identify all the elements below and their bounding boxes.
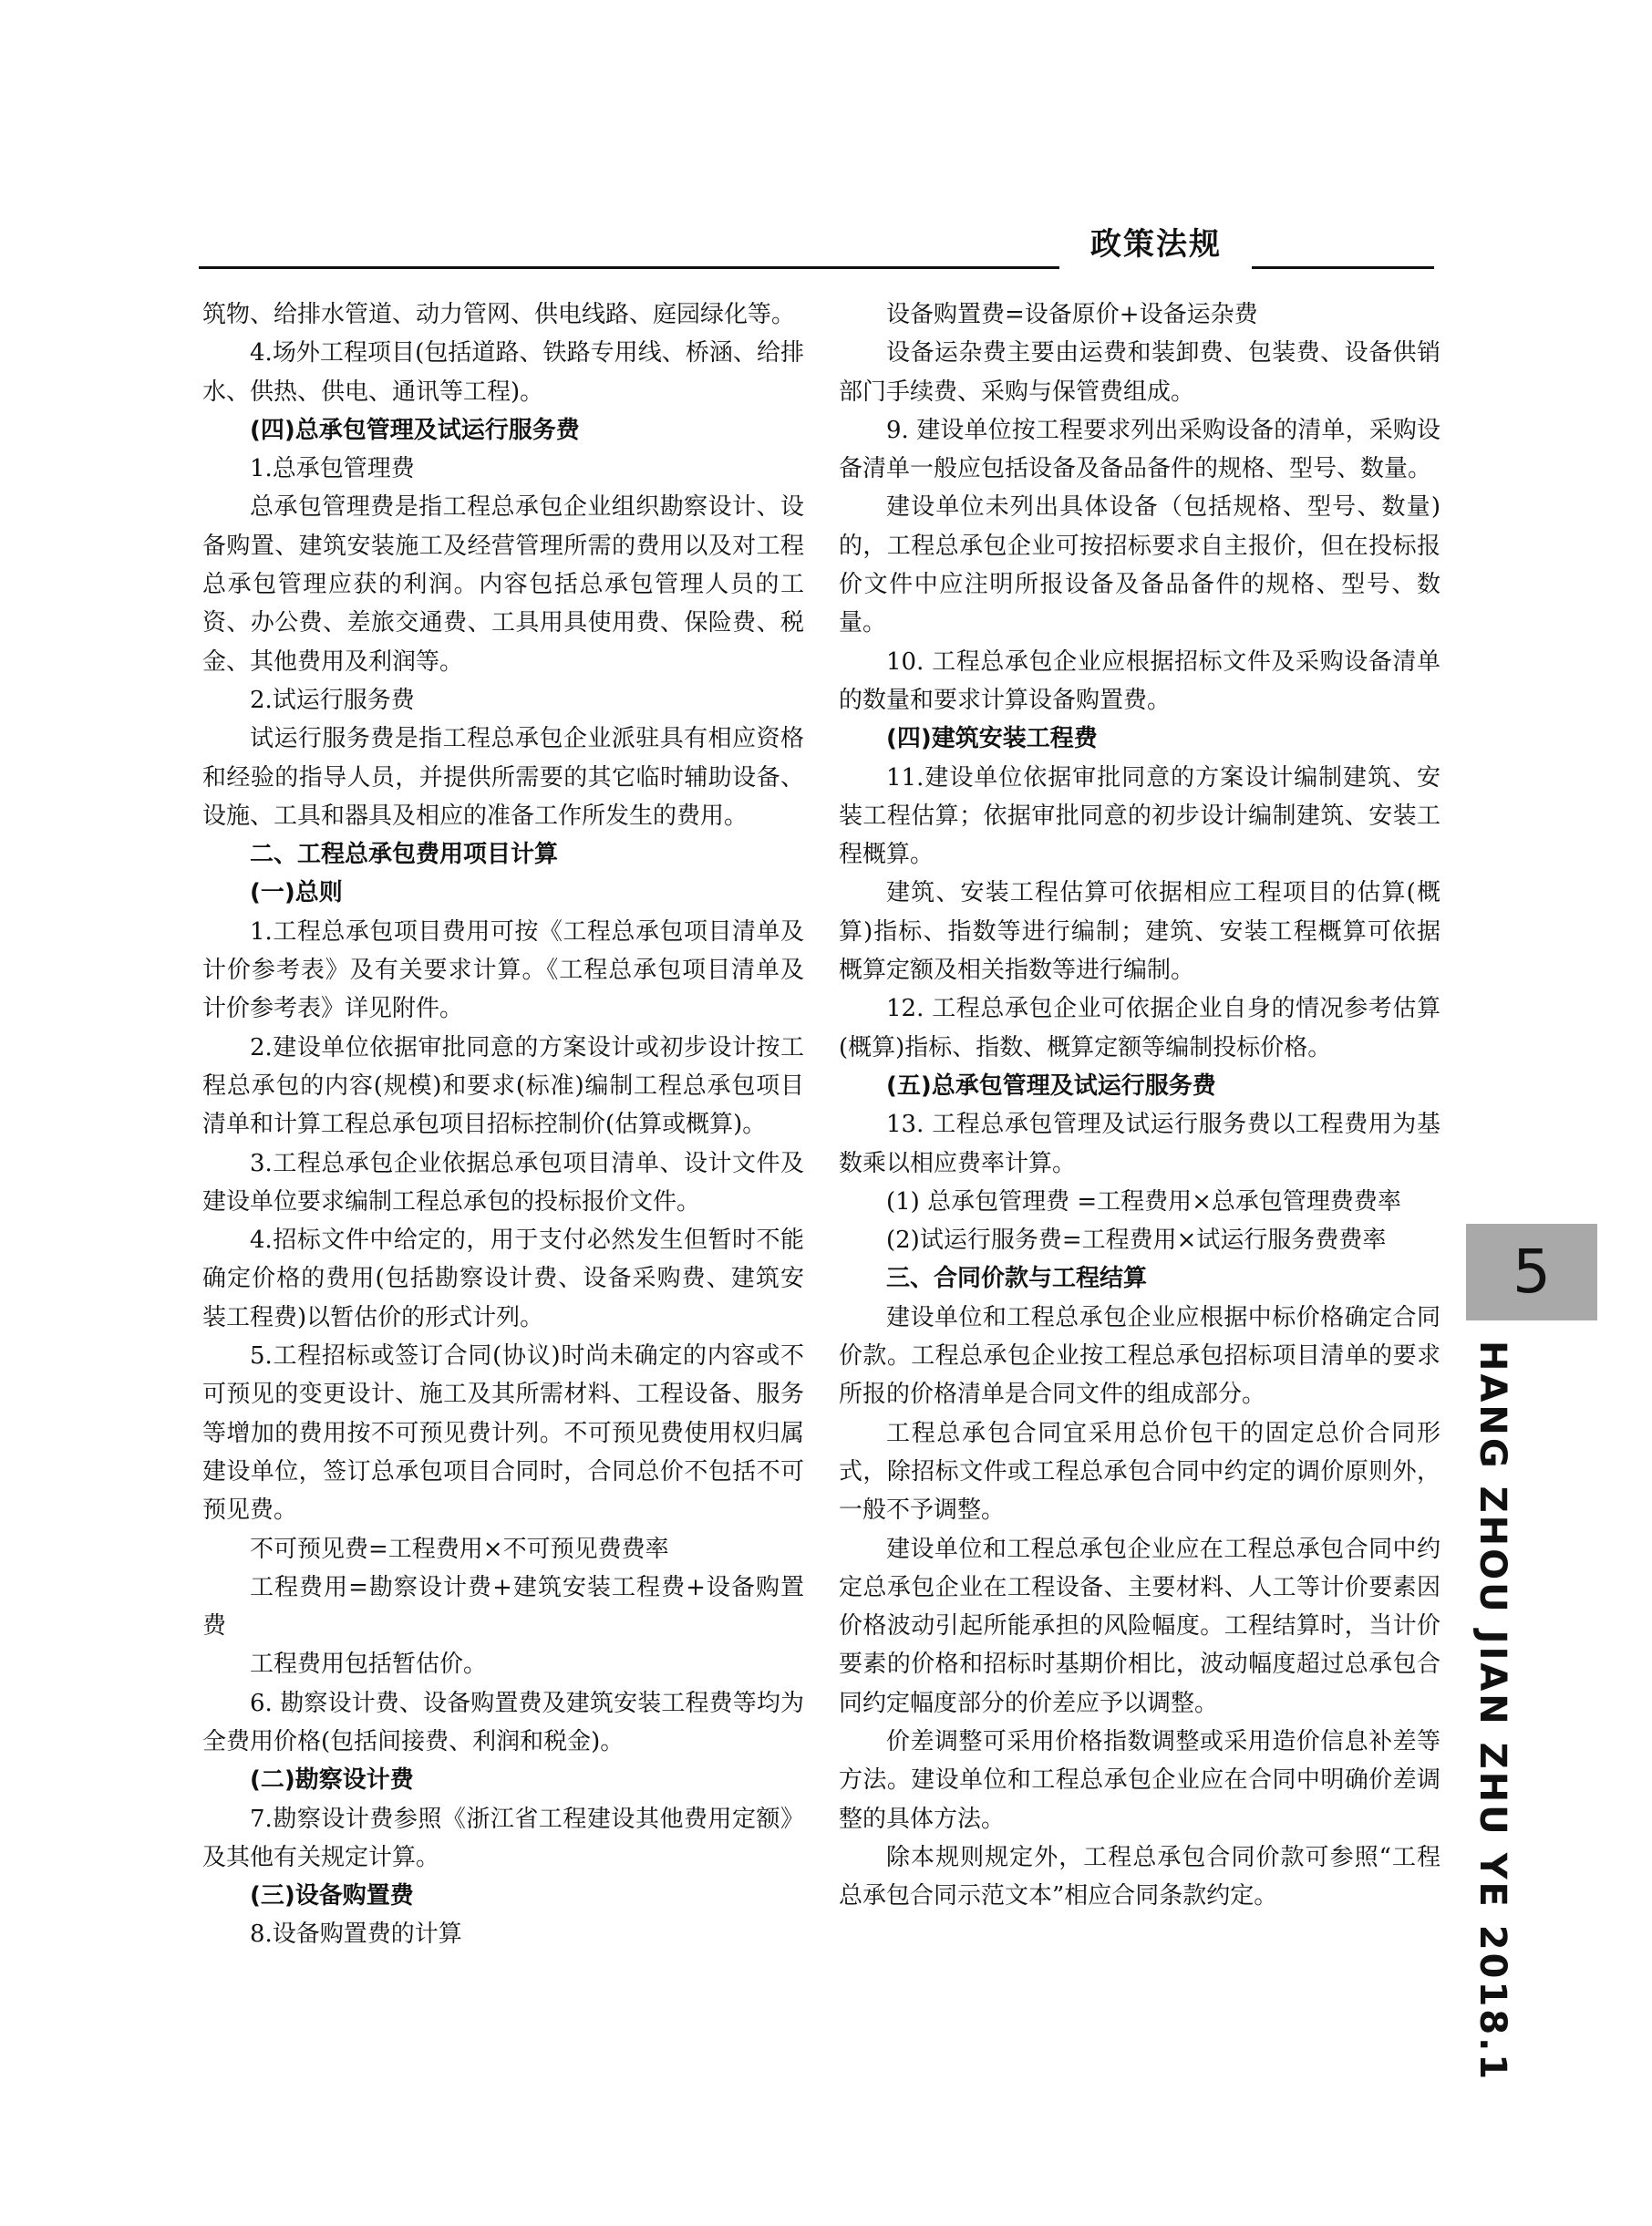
right-column [839,295,1440,1915]
paragraph: 6. 勘察设计费、设备购置费及建筑安装工程费等均为全费用价格(包括间接费、利润和税金)。 [202,1689,804,1755]
paragraph: 1.工程总承包项目费用可按《工程总承包项目清单及计价参考表》及有关要求计算。《工程总承包项目清单及计价参考表》详见附件。 [202,917,804,1023]
paragraph: (1) 总承包管理费 =工程费用×总承包管理费费率 [886,1187,1401,1216]
paragraph: 工程总承包合同宜采用总价包干的固定总价合同形式，除招标文件或工程总承包合同中约定的调价原则外，一般不予调整。 [839,1419,1440,1525]
paragraph: 不可预见费=工程费用×不可预见费费率 [250,1535,669,1563]
paragraph: 建设单位和工程总承包企业应在工程总承包合同中约定总承包企业在工程设备、主要材料、人工等计价要素因价格波动引起所能承担的风险幅度。工程结算时，当计价要素的价格和招标时基期价相比，波动幅度超过总承包合同约定幅度部分的价差应予以调整。 [839,1535,1440,1717]
paragraph: 2.建设单位依据审批同意的方案设计或初步设计按工程总承包的内容(规模)和要求(标准)编制工程总承包项目清单和计算工程总承包项目招标控制价(估算或概算)。 [202,1033,804,1139]
paragraph: 9. 建设单位按工程要求列出采购设备的清单，采购设备清单一般应包括设备及备品备件的规格、型号、数量。 [839,416,1440,483]
header-rule-left [199,266,1059,269]
paragraph: 设备运杂费主要由运费和装卸费、包装费、设备供销部门手续费、采购与保管费组成。 [839,339,1440,406]
section-heading: 三、合同价款与工程结算 [886,1265,1148,1293]
journal-name-vertical: HANG ZHOU JIAN ZHU YE 2018.1 [1471,1341,1513,2083]
header-rule-right [1252,266,1434,269]
section-heading: 二、工程总承包费用项目计算 [250,841,559,869]
paragraph: 11.建设单位依据审批同意的方案设计编制建筑、安装工程估算；依据审批同意的初步设计编制建筑、安装工程概算。 [839,763,1440,869]
paragraph: 总承包管理费是指工程总承包企业组织勘察设计、设备购置、建筑安装施工及经营管理所需的费用以及对工程总承包管理应获的利润。内容包括总承包管理人员的工资、办公费、差旅交通费、工具用具使用费、保险费、税金、其他费用及利润等。 [202,493,804,676]
paragraph: 5.工程招标或签订合同(协议)时尚未确定的内容或不可预见的变更设计、施工及其所需材料、工程设备、服务等增加的费用按不可预见费计列。不可预见费使用权归属建设单位，签订总承包项目合同时，合同总价不包括不可预见费。 [202,1342,804,1525]
section-title: 政策法规 [1090,226,1222,263]
paragraph: 建设单位和工程总承包企业应根据中标价格确定合同价款。工程总承包企业按工程总承包招标项目清单的要求所报的价格清单是合同文件的组成部分。 [839,1303,1440,1409]
paragraph: 工程费用=勘察设计费+建筑安装工程费+设备购置费 [202,1573,804,1641]
page-number: 5 [1466,1224,1597,1320]
paragraph: 工程费用包括暂估价。 [250,1651,488,1679]
paragraph: 建筑、安装工程估算可依据相应工程项目的估算(概算)指标、指数等进行编制；建筑、安装工程概算可依据概算定额及相关指数等进行编制。 [839,879,1440,985]
section-heading: (四)总承包管理及试运行服务费 [250,416,580,444]
paragraph: 12. 工程总承包企业可依据企业自身的情况参考估算(概算)指标、指数、概算定额等编制投标价格。 [839,995,1440,1061]
paragraph: 4.招标文件中给定的，用于支付必然发生但暂时不能确定价格的费用(包括勘察设计费、设备采购费、建筑安装工程费)以暂估价的形式计列。 [202,1227,804,1331]
paragraph: 除本规则规定外，工程总承包合同价款可参照“工程总承包合同示范文本”相应合同条款约定。 [839,1843,1440,1910]
paragraph: 10. 工程总承包企业应根据招标文件及采购设备清单的数量和要求计算设备购置费。 [839,647,1440,714]
section-heading: (二)勘察设计费 [250,1766,414,1795]
paragraph: 7.勘察设计费参照《浙江省工程建设其他费用定额》及其他有关规定计算。 [202,1805,804,1871]
section-heading: (四)建筑安装工程费 [886,725,1098,753]
section-heading: (五)总承包管理及试运行服务费 [886,1072,1216,1100]
left-column [202,295,804,1954]
paragraph: 价差调整可采用价格指数调整或采用造价信息补差等方法。建设单位和工程总承包企业应在合同中明确价差调整的具体方法。 [839,1727,1440,1833]
paragraph: (2)试运行服务费=工程费用×试运行服务费费率 [886,1227,1387,1255]
paragraph: 2.试运行服务费 [250,686,415,714]
paragraph: 8.设备购置费的计算 [250,1921,462,1949]
paragraph: 设备购置费=设备原价+设备运杂费 [886,301,1258,328]
section-heading: (一)总则 [250,879,343,907]
paragraph: 试运行服务费是指工程总承包企业派驻具有相应资格和经验的指导人员，并提供所需要的其它临时辅助设备、设施、工具和器具及相应的准备工作所发生的费用。 [202,725,804,830]
paragraph: 13. 工程总承包管理及试运行服务费以工程费用为基数乘以相应费率计算。 [839,1111,1440,1177]
paragraph: 4.场外工程项目(包括道路、铁路专用线、桥涵、给排水、供热、供电、通讯等工程)。 [202,339,804,406]
paragraph: 1.总承包管理费 [250,455,415,483]
paragraph: 建设单位未列出具体设备（包括规格、型号、数量)的，工程总承包企业可按招标要求自主报价，但在投标报价文件中应注明所报设备及备品备件的规格、型号、数量。 [839,493,1440,637]
section-heading: (三)设备购置费 [250,1882,414,1910]
paragraph: 筑物、给排水管道、动力管网、供电线路、庭园绿化等。 [202,301,796,328]
paragraph: 3.工程总承包企业依据总承包项目清单、设计文件及建设单位要求编制工程总承包的投标报价文件。 [202,1149,804,1216]
